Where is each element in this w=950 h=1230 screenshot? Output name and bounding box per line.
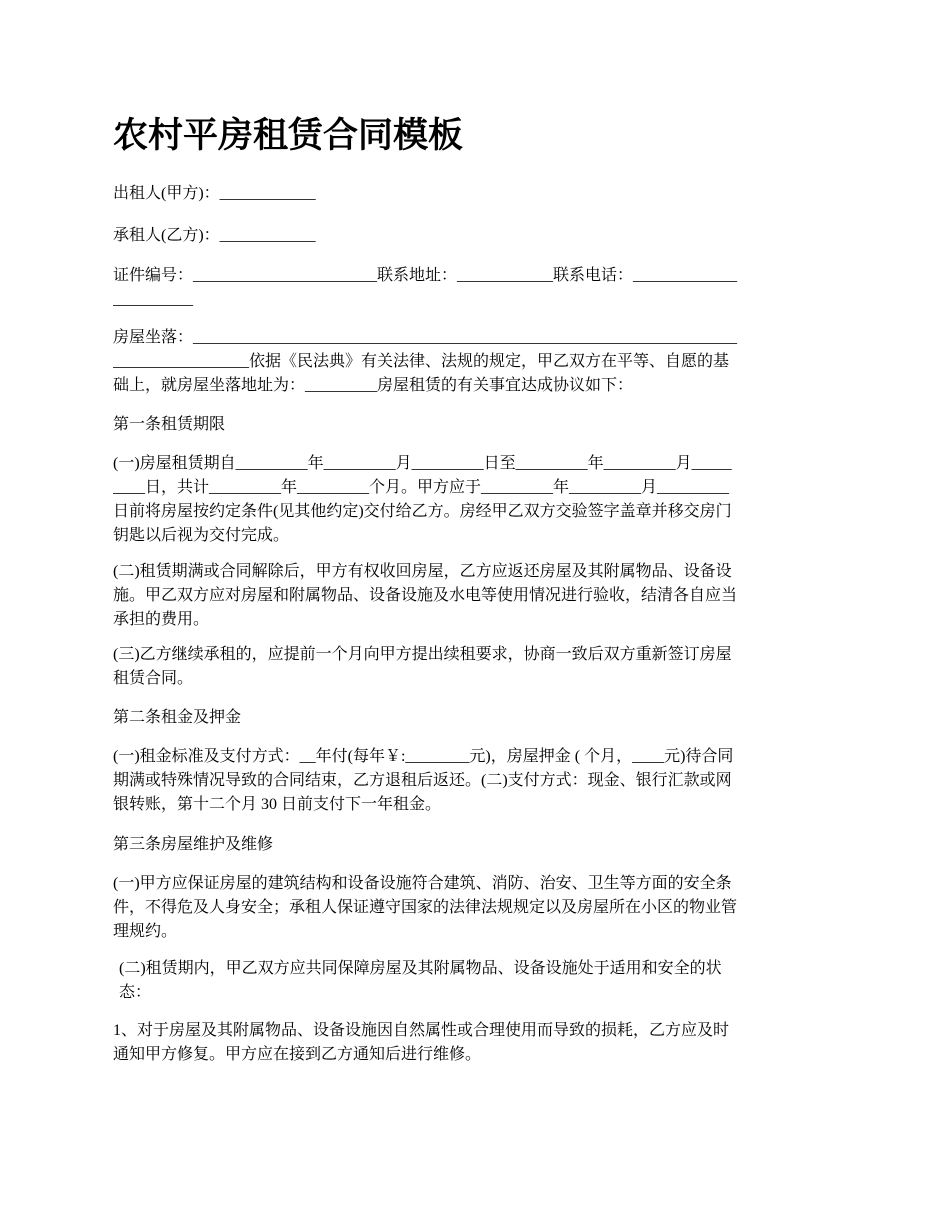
maintenance-para-1 (113, 872, 840, 944)
text-line: (一)甲方应保证房屋的建筑结构和设备设施符合建筑、消防、治安、卫生等方面的安全条 (113, 875, 732, 892)
lease-term-para-1 (113, 452, 840, 548)
text-line: 日前将房屋按约定条件(见其他约定)交付给乙方。房经甲乙双方交验签字盖章并移交房门 (113, 503, 732, 520)
text-line: 证件编号：_______________________联系地址：____________联系电话：_____________ (113, 267, 738, 284)
text-line: 房屋坐落：____________________________________________________________________ (113, 329, 738, 346)
text-line: 第一条租赁期限 (113, 416, 226, 433)
text-line: 承租人(乙方)：____________ (113, 227, 316, 244)
text-line: 础上，就房屋坐落地址为：_________房屋租赁的有关事宜达成协议如下： (113, 377, 634, 394)
rent-deposit-para (113, 745, 840, 817)
text-line: 态： (119, 984, 152, 1001)
text-line: ____日，共计_________年_________个月。甲方应于_________年_________月_________ (113, 479, 730, 496)
text-line: (一)房屋租赁期自_________年_________月_________日至_________年_________月_____ (113, 455, 732, 472)
text-line: 期满或特殊情况导致的合同结束，乙方退租后返还。(二)支付方式：现金、银行汇款或网 (113, 772, 732, 789)
text-line: 钥匙以后视为交付完成。 (113, 527, 290, 544)
section-3-heading (113, 833, 840, 857)
text-line: 1、对于房屋及其附属物品、设备设施因自然属性或合理使用而导致的损耗，乙方应及时 (113, 1022, 730, 1039)
lease-term-para-2 (113, 560, 840, 632)
text-line: (二)租赁期满或合同解除后，甲方有权收回房屋，乙方应返还房屋及其附属物品、设备设 (113, 563, 732, 580)
text-line: 银转账，第十二个月 30 日前支付下一年租金。 (113, 796, 442, 813)
text-line: 件，不得危及人身安全；承租人保证遵守国家的法律法规规定以及房屋所在小区的物业管 (113, 899, 738, 916)
property-location-para (113, 326, 840, 398)
text-line: 第三条房屋维护及维修 (113, 836, 274, 853)
id-contact-line (113, 264, 840, 312)
text-line: 承担的费用。 (113, 611, 210, 628)
document-title: 农村平房租赁合同模板 (113, 115, 464, 156)
text-line: (二)租赁期内，甲乙双方应共同保障房屋及其附属物品、设备设施处于适用和安全的状 (119, 960, 722, 977)
text-line: (三)乙方继续承租的，应提前一个月向甲方提出续租要求，协商一致后双方重新签订房屋 (113, 646, 732, 663)
text-line: __________ (113, 291, 193, 308)
text-line: 施。甲乙双方应对房屋和附属物品、设备设施及水电等使用情况进行验收，结清各自应当 (113, 587, 738, 604)
text-line: 第二条租金及押金 (113, 709, 242, 726)
maintenance-item-1 (113, 1019, 840, 1067)
text-line: (一)租金标准及支付方式：__年付(每年￥:________元)，房屋押金 ( 个月，____元)待合同 (113, 748, 734, 765)
text-line: 理规约。 (113, 923, 178, 940)
lessor-line (113, 182, 840, 206)
text-line: _________________依据《民法典》有关法律、法规的规定，甲乙双方在平等、自愿的基 (113, 353, 730, 370)
lessee-line (113, 224, 840, 248)
section-2-heading (113, 706, 840, 730)
maintenance-para-2 (113, 957, 846, 1005)
section-1-heading (113, 413, 840, 437)
text-line: 出租人(甲方)：____________ (113, 185, 316, 202)
lease-term-para-3 (113, 643, 840, 691)
text-line: 租赁合同。 (113, 670, 194, 687)
text-line: 通知甲方修复。甲方应在接到乙方通知后进行维修。 (113, 1046, 482, 1063)
